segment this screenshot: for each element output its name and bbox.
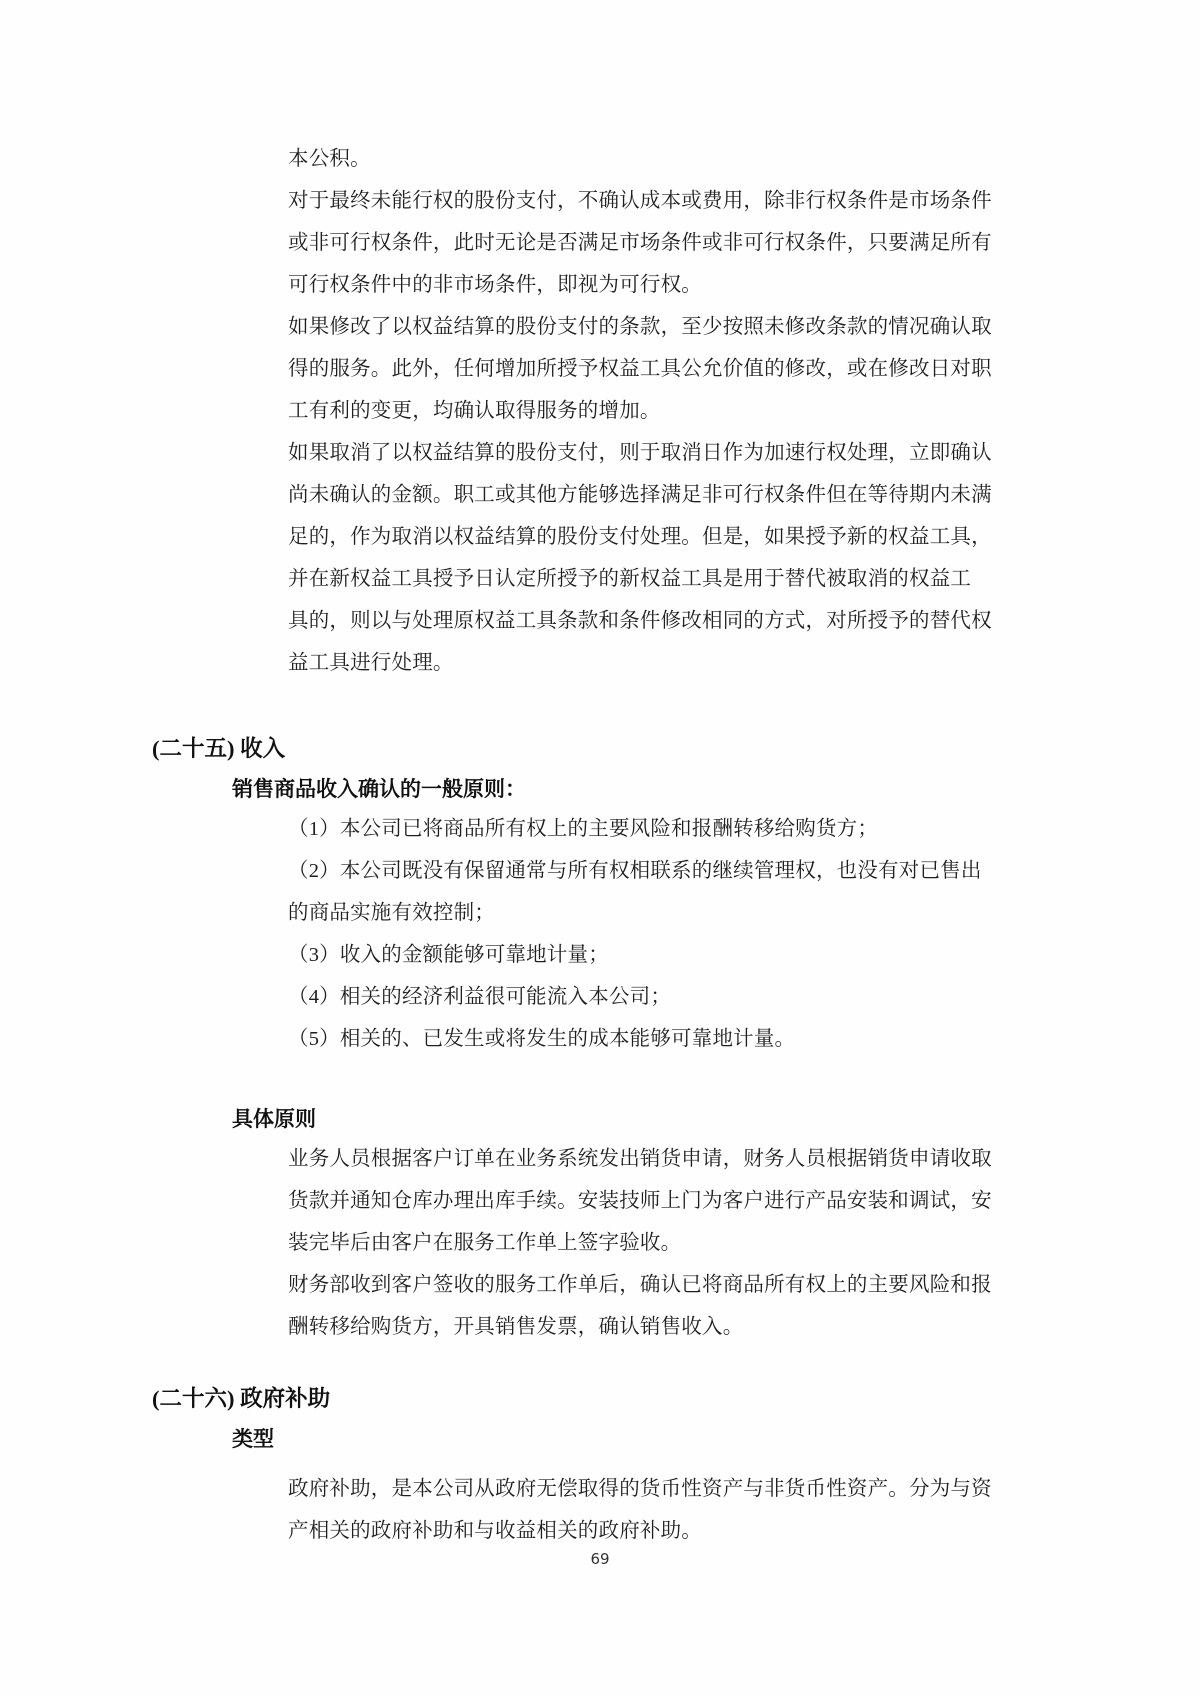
- list-item-line: （2）本公司既没有保留通常与所有权相联系的继续管理权，也没有对已售出: [288, 860, 982, 882]
- section-heading-government-grants: (二十六) 政府补助: [152, 1386, 331, 1411]
- paragraph-share-based-payment: [0, 138, 1200, 684]
- list-item-line: （4）相关的经济利益很可能流入本公司；: [288, 986, 672, 1008]
- text-line: 益工具进行处理。: [288, 652, 454, 674]
- list-item-line: 的商品实施有效控制；: [288, 902, 495, 924]
- text-line: 酬转移给购货方，开具销售发票，确认销售收入。: [288, 1316, 744, 1338]
- text-line: 对于最终未能行权的股份支付，不确认成本或费用，除非行权条件是市场条件: [288, 190, 992, 212]
- heading-general-principles: 销售商品收入确认的一般原则：: [232, 777, 526, 801]
- text-line: 尚未确认的金额。职工或其他方能够选择满足非可行权条件但在等待期内未满: [288, 484, 992, 506]
- text-line: 工有利的变更，均确认取得服务的增加。: [288, 400, 661, 422]
- text-line: 得的服务。此外，任何增加所授予权益工具公允价值的修改，或在修改日对职: [288, 358, 992, 380]
- list-item-line: （1）本公司已将商品所有权上的主要风险和报酬转移给购货方；: [288, 818, 879, 840]
- heading-grant-type: 类型: [232, 1427, 274, 1451]
- paragraph-specific-principles: [0, 1138, 1200, 1348]
- heading-specific-principles: 具体原则: [232, 1107, 316, 1131]
- text-line: 如果修改了以权益结算的股份支付的条款，至少按照未修改条款的情况确认取: [288, 316, 992, 338]
- text-line: 本公积。: [288, 148, 371, 170]
- page-number: 69: [590, 1550, 610, 1568]
- text-line: 如果取消了以权益结算的股份支付，则于取消日作为加速行权处理，立即确认: [288, 442, 992, 464]
- text-line: 货款并通知仓库办理出库手续。安装技师上门为客户进行产品安装和调试，安: [288, 1190, 992, 1212]
- text-line: 装完毕后由客户在服务工作单上签字验收。: [288, 1232, 682, 1254]
- paragraph-government-grants: [0, 1468, 1200, 1552]
- list-general-principles: [0, 808, 1200, 1060]
- list-item-line: （3）收入的金额能够可靠地计量；: [288, 944, 609, 966]
- list-item-line: （5）相关的、已发生或将发生的成本能够可靠地计量。: [288, 1028, 796, 1050]
- text-line: 具的，则以与处理原权益工具条款和条件修改相同的方式，对所授予的替代权: [288, 610, 992, 632]
- text-line: 产相关的政府补助和与收益相关的政府补助。: [288, 1520, 702, 1542]
- text-line: 并在新权益工具授予日认定所授予的新权益工具是用于替代被取消的权益工: [288, 568, 972, 590]
- section-heading-revenue: (二十五) 收入: [152, 736, 286, 761]
- text-line: 业务人员根据客户订单在业务系统发出销货申请，财务人员根据销货申请收取: [288, 1148, 992, 1170]
- text-line: 足的，作为取消以权益结算的股份支付处理。但是，如果授予新的权益工具，: [288, 526, 992, 548]
- text-line: 政府补助，是本公司从政府无偿取得的货币性资产与非货币性资产。分为与资: [288, 1478, 992, 1500]
- text-line: 可行权条件中的非市场条件，即视为可行权。: [288, 274, 702, 296]
- text-line: 财务部收到客户签收的服务工作单后，确认已将商品所有权上的主要风险和报: [288, 1274, 992, 1296]
- text-line: 或非可行权条件，此时无论是否满足市场条件或非可行权条件，只要满足所有: [288, 232, 992, 254]
